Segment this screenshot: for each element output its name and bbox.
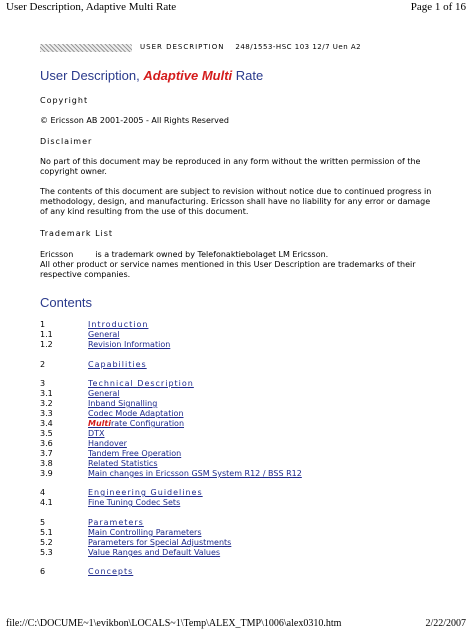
toc-entry-5-3[interactable]: 5.3 Value Ranges and Default Values (40, 548, 221, 557)
toc-link-main-controlling-parameters[interactable]: Main Controlling Parameters (88, 528, 202, 537)
toc-entry-5[interactable]: 5 Parameters (40, 518, 144, 527)
doc-id-label: USER DESCRIPTION (140, 43, 225, 51)
toc-link-parameters[interactable]: Parameters (88, 518, 144, 527)
toc-entry-3-6[interactable]: 3.6 Handover (40, 439, 127, 448)
toc-link-general[interactable]: General (88, 330, 120, 339)
doc-id-bar (40, 43, 438, 53)
toc-entry-1[interactable]: 1 Introduction (40, 320, 149, 329)
footer-date: 2/22/2007 (425, 618, 466, 629)
toc-link-parameters-special-adjustments[interactable]: Parameters for Special Adjustments (88, 538, 232, 547)
toc-link-inband-signalling[interactable]: Inband Signalling (88, 399, 158, 408)
doc-id-hatch (40, 44, 132, 52)
toc-entry-3-8[interactable]: 3.8 Related Statistics (40, 459, 158, 468)
toc-link-technical-description[interactable]: Technical Description (88, 379, 194, 388)
page-header (0, 0, 474, 14)
toc-entry-3-4[interactable]: 3.4 Multirate Configuration (40, 419, 185, 428)
disclaimer-heading: Disclaimer (40, 137, 93, 146)
toc-link-capabilities[interactable]: Capabilities (88, 360, 147, 369)
toc-link-multirate-configuration[interactable]: Multirate Configuration (88, 419, 185, 428)
toc-entry-4-1[interactable]: 4.1 Fine Tuning Codec Sets (40, 498, 181, 507)
toc-entry-3-1[interactable]: 3.1 General (40, 389, 120, 398)
toc-link-main-changes[interactable]: Main changes in Ericsson GSM System R12 / BSS R12 (88, 469, 302, 478)
contents-heading: Contents (40, 295, 93, 310)
toc-link-value-ranges[interactable]: Value Ranges and Default Values (88, 548, 221, 557)
toc-entry-3-3[interactable]: 3.3 Codec Mode Adaptation (40, 409, 184, 418)
toc-link-tandem-free-operation[interactable]: Tandem Free Operation (88, 449, 182, 458)
toc-entry-3-2[interactable]: 3.2 Inband Signalling (40, 399, 158, 408)
toc-entry-6[interactable]: 6 Concepts (40, 567, 134, 576)
toc-entry-3[interactable]: 3 Technical Description (40, 379, 194, 388)
toc-entry-5-1[interactable]: 5.1 Main Controlling Parameters (40, 528, 202, 537)
disclaimer-paragraph-1: No part of this document may be reproduced in any form without the written permission of the copyright owner. (40, 157, 421, 176)
toc-entry-3-9[interactable]: 3.9 Main changes in Ericsson GSM System R12 / BSS R12 (40, 469, 302, 478)
toc-entry-1-2[interactable]: 1.2 Revision Information (40, 340, 171, 349)
copyright-heading: Copyright (40, 96, 89, 105)
toc-link-engineering-guidelines[interactable]: Engineering Guidelines (88, 488, 203, 497)
toc-entry-2[interactable]: 2 Capabilities (40, 360, 147, 369)
toc-entry-5-2[interactable]: 5.2 Parameters for Special Adjustments (40, 538, 232, 547)
toc-link-fine-tuning-codec-sets[interactable]: Fine Tuning Codec Sets (88, 498, 181, 507)
doc-id-number: 248/1553-HSC 103 12/7 Uen A2 (235, 43, 362, 51)
title-highlight: Adaptive Multi (143, 68, 233, 83)
toc-entry-1-1[interactable]: 1.1 General (40, 330, 120, 339)
copyright-text: © Ericsson AB 2001-2005 - All Rights Reserved (40, 116, 229, 125)
trademark-text: Ericsson is a trademark owned by Telefonaktiebolaget LM Ericsson. All other product or service names mentioned in this User Description are trademarks of their respective companies. (40, 250, 416, 279)
toc-link-codec-mode-adaptation[interactable]: Codec Mode Adaptation (88, 409, 184, 418)
trademark-heading: Trademark List (40, 229, 114, 238)
toc-link-related-statistics[interactable]: Related Statistics (88, 459, 158, 468)
disclaimer-paragraph-2: The contents of this document are subject to revision without notice due to continued progress in methodology, design, and manufacturing. Ericsson shall have no liability for any error or damage of any kind resulting from the use of this document. (40, 187, 432, 216)
toc-link-introduction[interactable]: Introduction (88, 320, 149, 329)
toc-entry-4[interactable]: 4 Engineering Guidelines (40, 488, 203, 497)
page-footer (0, 618, 474, 632)
trademark-name: Ericsson (40, 250, 74, 259)
toc-link-handover[interactable]: Handover (88, 439, 127, 448)
header-page-number: Page 1 of 16 (410, 1, 466, 13)
doc-id-text (140, 43, 361, 51)
toc-link-revision-information[interactable]: Revision Information (88, 340, 171, 349)
document-title: User Description, Adaptive Multi Rate (40, 68, 264, 83)
toc-link-concepts[interactable]: Concepts (88, 567, 134, 576)
toc-entry-3-5[interactable]: 3.5 DTX (40, 429, 105, 438)
toc-link-general-3-1[interactable]: General (88, 389, 120, 398)
header-title: User Description, Adaptive Multi Rate (6, 1, 177, 13)
toc-entry-3-7[interactable]: 3.7 Tandem Free Operation (40, 449, 182, 458)
toc-link-dtx[interactable]: DTX (88, 429, 105, 438)
footer-file-path: file://C:\DOCUME~1\evikbon\LOCALS~1\Temp\ALEX_TMP\1006\alex0310.htm (6, 618, 342, 629)
